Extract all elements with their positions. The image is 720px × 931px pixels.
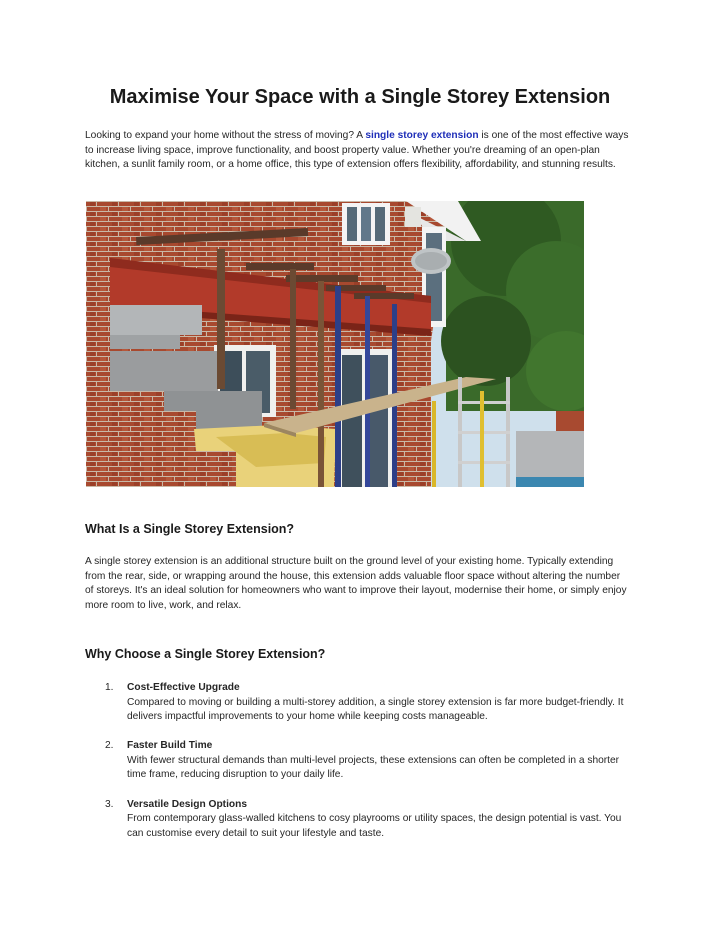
section-heading-what-is: What Is a Single Storey Extension?: [85, 522, 295, 536]
list-item-title: Faster Build Time: [127, 740, 213, 752]
list-item: [85, 739, 630, 783]
list-item-body: With fewer structural demands than multi-level projects, these extensions can often be completed in a shorter time frame, reducing disruption to your daily life.: [127, 754, 620, 781]
list-item-number: 2.: [105, 740, 114, 752]
what-is-paragraph: A single storey extension is an additional structure built on the ground level of your existing home. Typically extending from the rear, side, or wrapping around the house, this extension adds valuable floor space without altering the number of storeys. It's an ideal solution for homeowners who want to improve their layout, modernise their home, or simply enjoy more room to live, work, and relax.: [85, 556, 627, 611]
list-item-title: Versatile Design Options: [127, 798, 248, 810]
benefits-list: [85, 681, 630, 856]
intro-paragraph: [85, 129, 630, 173]
section-heading-why-choose: Why Choose a Single Storey Extension?: [85, 647, 326, 661]
list-item: [85, 681, 630, 725]
page-title: Maximise Your Space with a Single Storey Extension: [109, 86, 611, 108]
list-item-title: Cost-Effective Upgrade: [127, 682, 240, 693]
list-item-number: 3.: [105, 798, 114, 810]
list-item-body: From contemporary glass-walled kitchens to cosy playrooms or utility spaces, the design potential is vast. You can customise every detail to suit your lifestyle and taste.: [127, 813, 622, 839]
intro-text-before: Looking to expand your home without the stress of moving? A: [85, 130, 366, 141]
list-item-body: Compared to moving or building a multi-storey addition, a single storey extension is far more budget-friendly. It delivers impactful improvements to your home while keeping costs manageable.: [127, 696, 624, 723]
list-item-number: 1.: [105, 682, 114, 693]
list-item: [85, 798, 630, 842]
construction-photo: [86, 201, 584, 487]
intro-text-after: is one of the most effective ways to increase living space, improve functionality, and boost property value. Whether you're dreaming of an open-plan kitchen, a sunlit family room, or a home office, this type of extension offers flexibility, affordability, and stunning results.: [85, 130, 629, 171]
single-storey-extension-link[interactable]: single storey extension: [365, 130, 479, 141]
